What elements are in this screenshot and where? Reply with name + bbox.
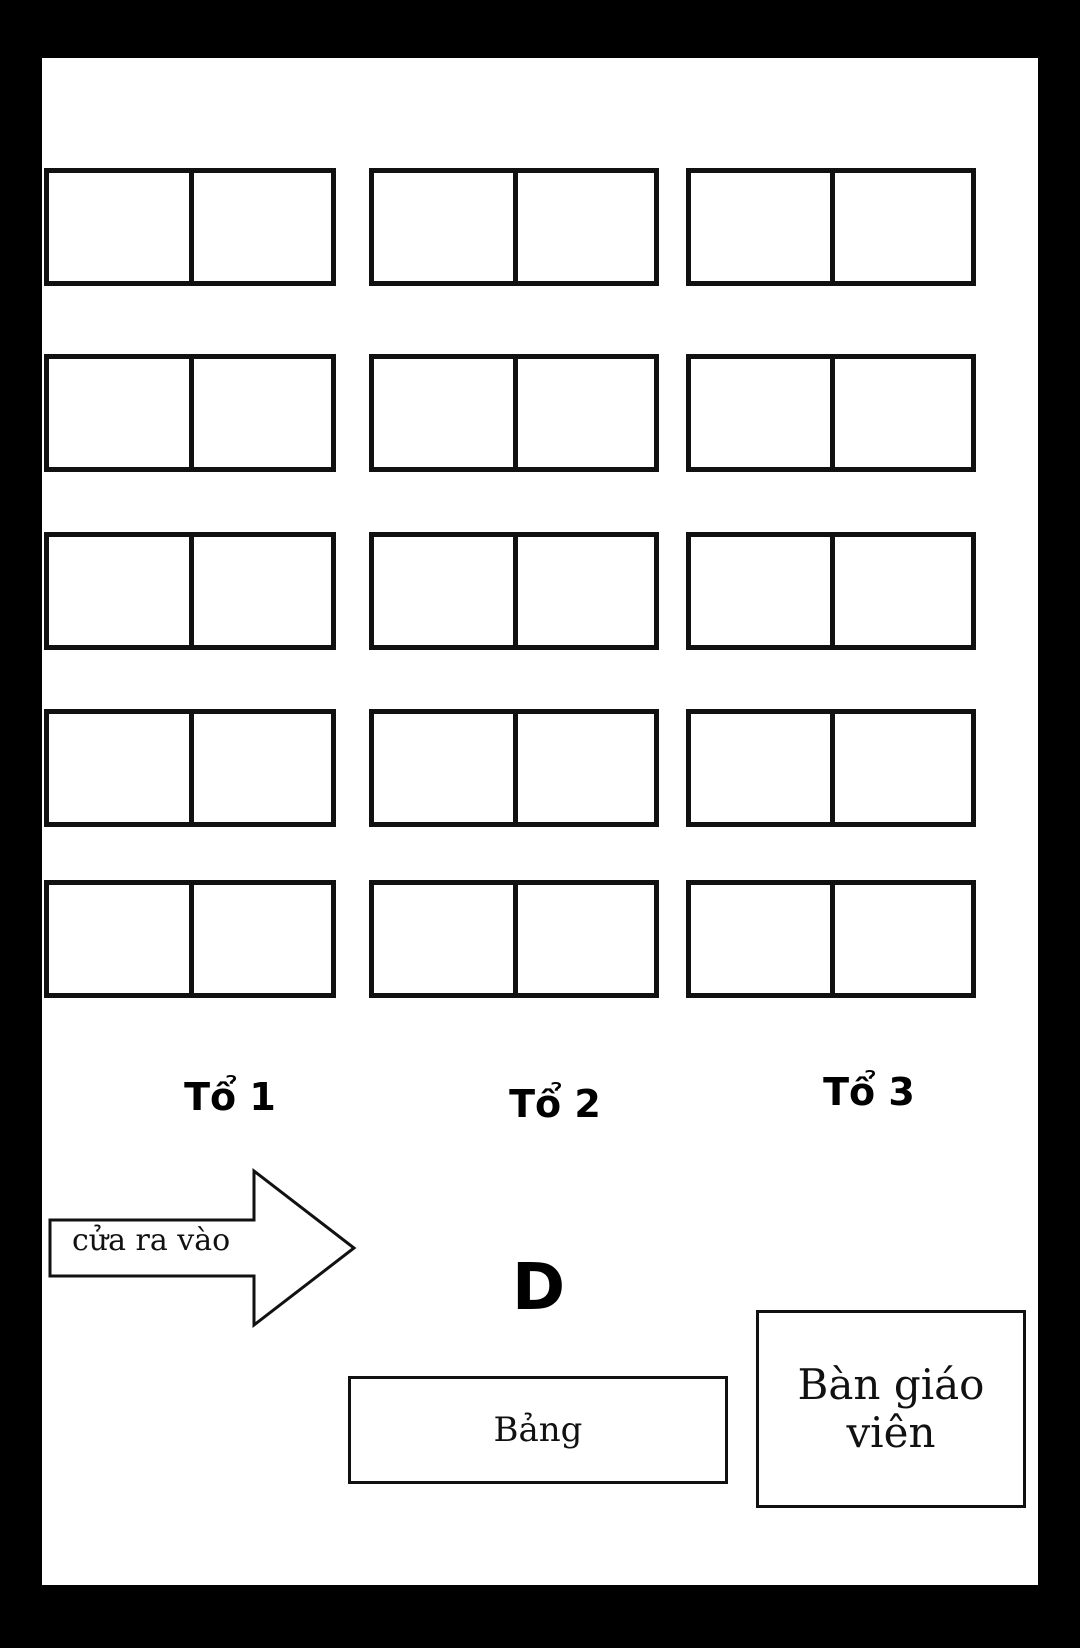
desk-divider — [513, 537, 518, 645]
desk-divider — [513, 714, 518, 822]
desk-divider — [513, 173, 518, 281]
desk-divider — [513, 359, 518, 467]
desk-group-2-row-1 — [369, 168, 659, 286]
teacher-desk — [756, 1310, 1026, 1508]
desk-divider — [830, 359, 835, 467]
desk-group-2-row-4 — [369, 709, 659, 827]
desk-group-3-row-2 — [686, 354, 976, 472]
classroom-layout — [42, 58, 1038, 1585]
desk-group-3-row-1 — [686, 168, 976, 286]
desk-group-1-row-1 — [44, 168, 336, 286]
desk-divider — [189, 714, 194, 822]
group-label-2: Tổ 2 — [509, 1082, 601, 1126]
group-label-1: Tổ 1 — [184, 1075, 276, 1119]
desk-group-2-row-5 — [369, 880, 659, 998]
desk-divider — [830, 537, 835, 645]
desk-divider — [189, 173, 194, 281]
door-label: cửa ra vào — [72, 1223, 231, 1258]
desk-group-3-row-4 — [686, 709, 976, 827]
desk-group-2-row-2 — [369, 354, 659, 472]
desk-group-1-row-4 — [44, 709, 336, 827]
desk-divider — [830, 885, 835, 993]
board-label: Bảng — [493, 1410, 583, 1450]
desk-divider — [830, 714, 835, 822]
group-label-3: Tổ 3 — [823, 1070, 915, 1114]
desk-divider — [189, 885, 194, 993]
desk-group-1-row-5 — [44, 880, 336, 998]
desk-group-3-row-5 — [686, 880, 976, 998]
desk-divider — [189, 359, 194, 467]
board — [348, 1376, 728, 1484]
marker-letter: D — [512, 1251, 566, 1325]
desk-divider — [189, 537, 194, 645]
desk-group-1-row-3 — [44, 532, 336, 650]
desk-group-1-row-2 — [44, 354, 336, 472]
desk-divider — [830, 173, 835, 281]
desk-divider — [513, 885, 518, 993]
teacher-desk-label: Bàn giáo viên — [797, 1359, 985, 1457]
desk-group-3-row-3 — [686, 532, 976, 650]
desk-group-2-row-3 — [369, 532, 659, 650]
